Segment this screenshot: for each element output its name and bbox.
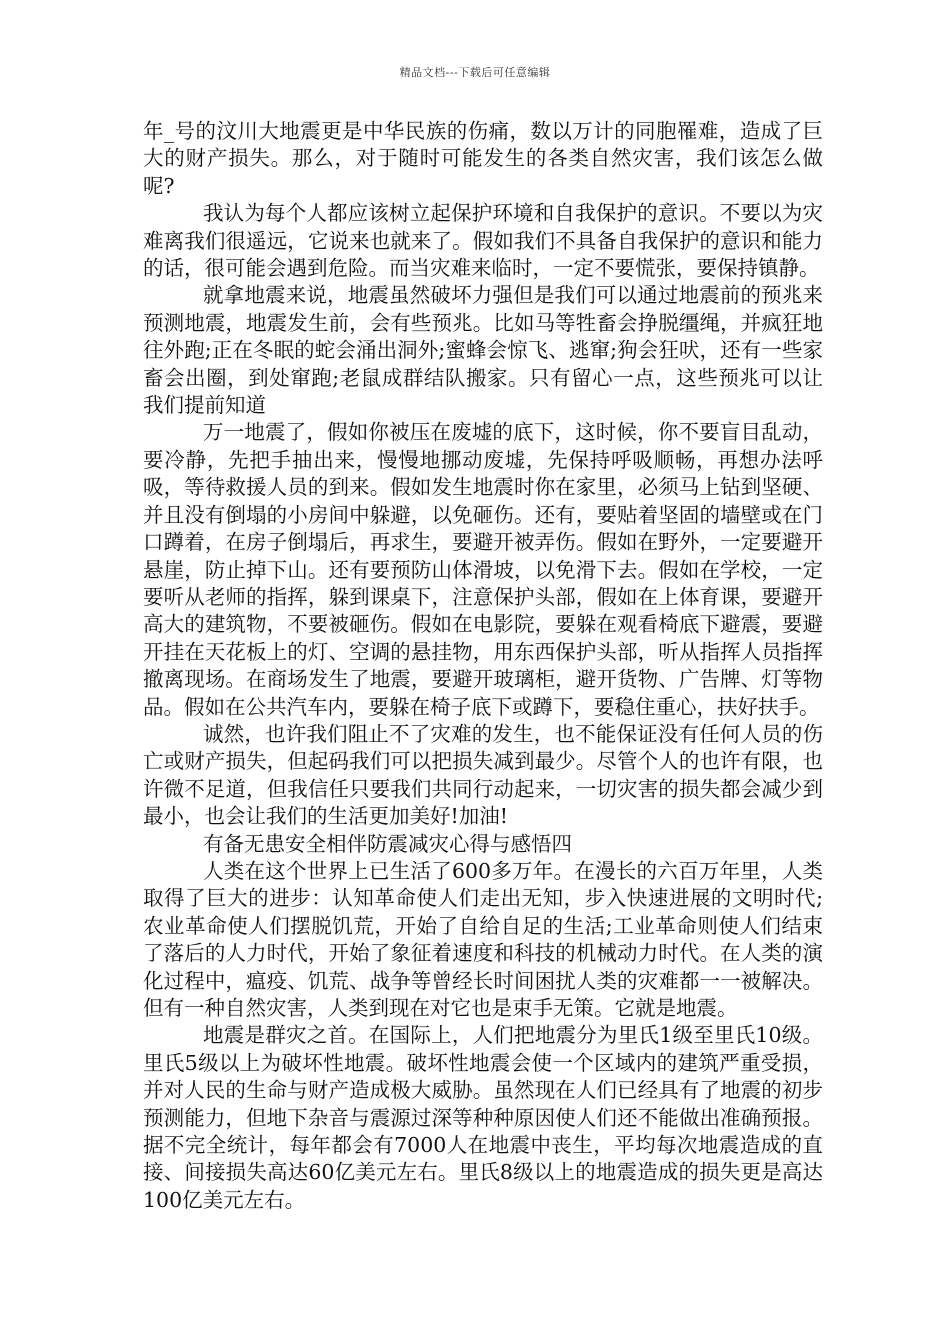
paragraph: 人类在这个世界上已生活了600多万年。在漫长的六百万年里，人类取得了巨大的进步：认知革命使人们走出无知，步入快速进展的文明时代;农业革命使人们摆脱饥荒，开始了自给自足的生活;工业革命则使人们结束了落后的人力时代，开始了象征着速度和科技的机械动力时代。在人类的演化过程中，瘟疫、饥荒、战争等曾经长时间困扰人类的灾难都一一被解决。但有一种自然灾害，人类到现在对它也是束手无策。它就是地震。 xyxy=(143,858,823,1020)
paragraph: 就拿地震来说，地震虽然破坏力强但是我们可以通过地震前的预兆来预测地震，地震发生前，会有些预兆。比如马等牲畜会挣脱缰绳，并疯狂地往外跑;正在冬眠的蛇会涌出洞外;蜜蜂会惊飞、逃窜;狗会狂吠，还有一些家畜会出圈，到处窜跑;老鼠成群结队搬家。只有留心一点，这些预兆可以让我们提前知道 xyxy=(143,283,823,418)
paragraph: 地震是群灾之首。在国际上，人们把地震分为里氏1级至里氏10级。里氏5级以上为破坏性地震。破坏性地震会使一个区域内的建筑严重受损，并对人民的生命与财产造成极大威胁。虽然现在人们已经具有了地震的初步预测能力，但地下杂音与震源过深等种种原因使人们还不能做出准确预报。据不完全统计，每年都会有7000人在地震中丧生，平均每次地震造成的直接、间接损失高达60亿美元左右。里氏8级以上的地震造成的损失更是高达100亿美元左右。 xyxy=(143,1023,823,1212)
paragraph: 诚然，也许我们阻止不了灾难的发生，也不能保证没有任何人员的伤亡或财产损失，但起码我们可以把损失减到最少。尽管个人的也许有限，也许微不足道，但我信任只要我们共同行动起来，一切灾害的损失都会减少到最小，也会让我们的生活更加美好!加油! xyxy=(143,721,823,829)
document-body xyxy=(143,118,823,1214)
paragraph: 我认为每个人都应该树立起保护环境和自我保护的意识。不要以为灾难离我们很遥远，它说来也就来了。假如我们不具备自我保护的意识和能力的话，很可能会遇到危险。而当灾难来临时，一定不要慌张，要保持镇静。 xyxy=(143,201,823,281)
page-header: 精品文档---下载后可任意编辑 xyxy=(399,66,551,79)
paragraph: 年_号的汶川大地震更是中华民族的伤痛，数以万计的同胞罹难，造成了巨大的财产损失。那么，对于随时可能发生的各类自然灾害，我们该怎么做呢? xyxy=(143,119,823,198)
section-heading: 有备无患安全相伴防震减灾心得与感悟四 xyxy=(203,831,572,856)
paragraph: 万一地震了，假如你被压在废墟的底下，这时候，你不要盲目乱动，要冷静，先把手抽出来，慢慢地挪动废墟，先保持呼吸顺畅，再想办法呼吸，等待救援人员的到来。假如发生地震时你在家里，必须马上钻到坚硬、并且没有倒塌的小房间中躲避，以免砸伤。还有，要贴着坚固的墙壁或在门口蹲着，在房子倒塌后，再求生，要避开被弄伤。假如在野外，一定要避开悬崖，防止掉下山。还有要预防山体滑坡，以免滑下去。假如在学校，一定要听从老师的指挥，躲到课桌下，注意保护头部，假如在上体育课，要避开高大的建筑物，不要被砸伤。假如在电影院，要躲在观看椅底下避震，要避开挂在天花板上的灯、空调的悬挂物，用东西保护头部，听从指挥人员指挥撤离现场。在商场发生了地震，要避开玻璃柜，避开货物、广告牌、灯等物品。假如在公共汽车内，要躲在椅子底下或蹲下，要稳住重心，扶好扶手。 xyxy=(143,420,823,719)
